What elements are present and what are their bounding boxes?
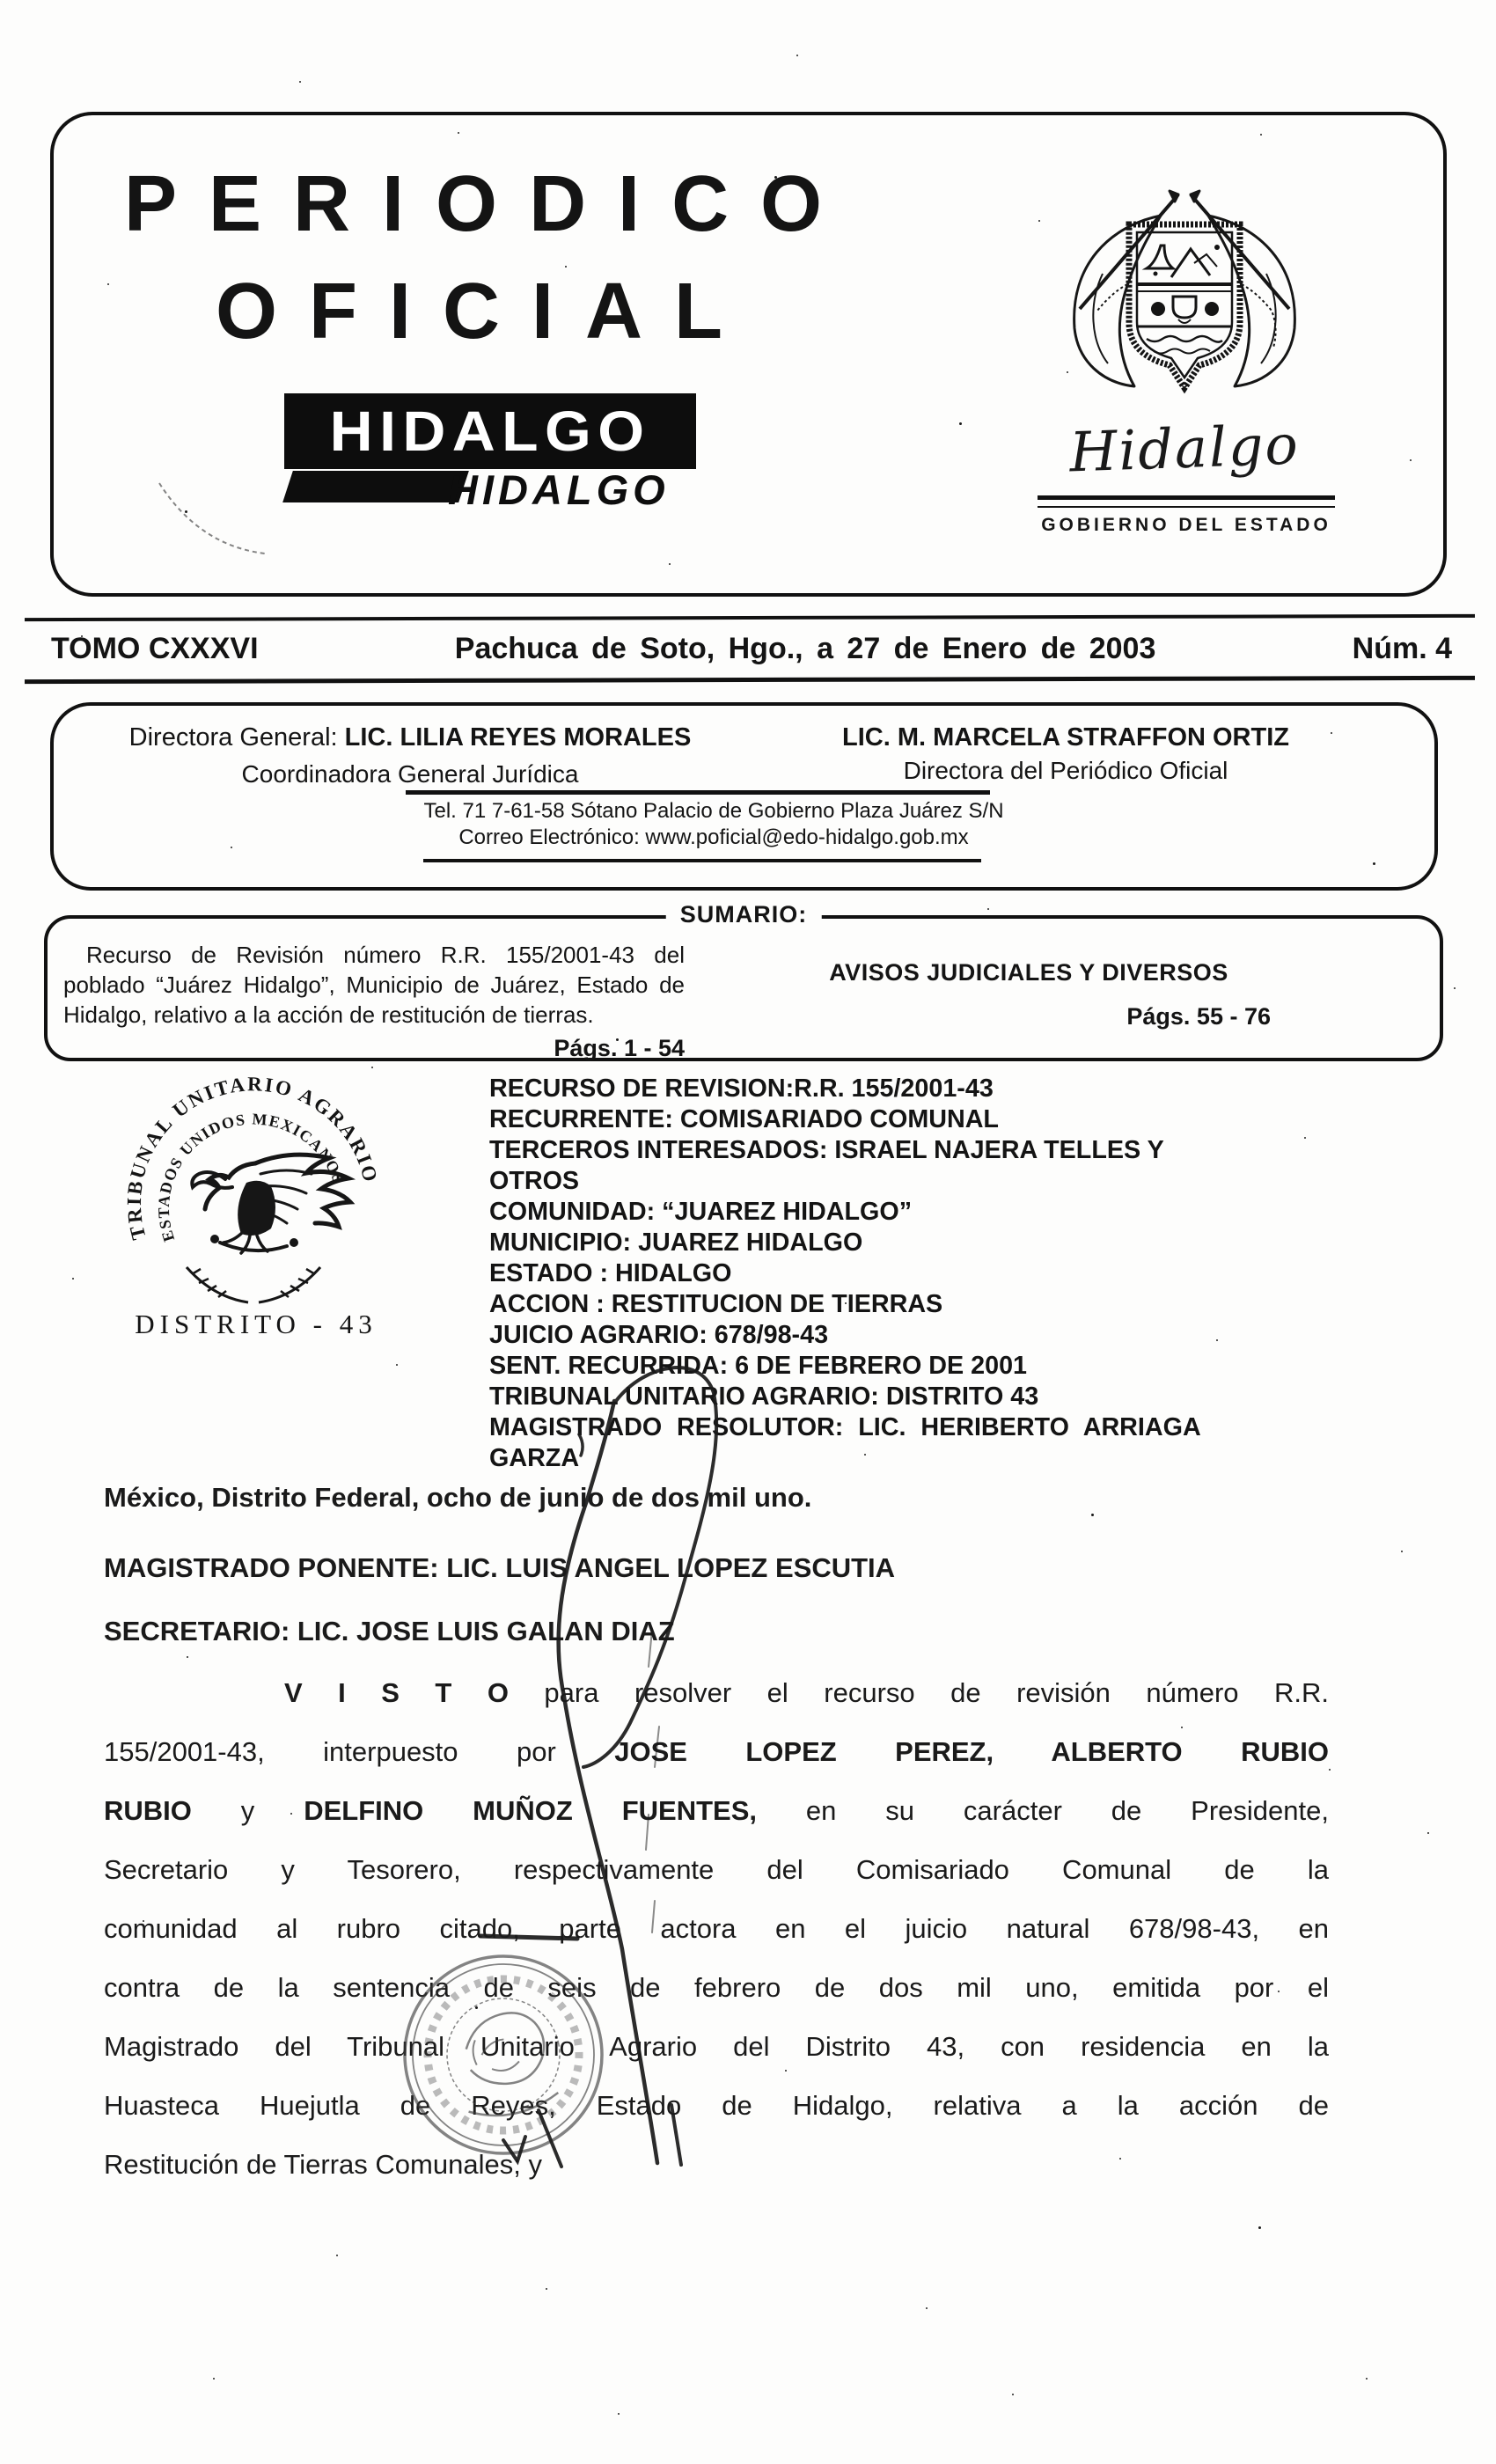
hidalgo-logo-text: HIDALGO [329,400,651,463]
body-line: V I S T O para resolver el recurso de revisión número R.R. [284,1677,1329,1708]
director-general-line [98,722,722,758]
directory-rule-top [406,790,990,795]
edition-rule-top [25,614,1475,621]
case-line: ESTADO : HIDALGO [489,1259,732,1287]
body-secretario-line: SECRETARIO: LIC. JOSE LUIS GALAN DIAZ [104,1616,675,1646]
body-ponente-line: MAGISTRADO PONENTE: LIC. LUIS ANGEL LOPEZ ESCUTIA [104,1552,896,1583]
crest-script-hidalgo: Hidalgo [1068,412,1301,485]
directory-email: Correo Electrónico: www.poficial@edo-hidalgo.gob.mx [458,825,969,849]
case-line: MUNICIPIO: JUAREZ HIDALGO [489,1228,863,1257]
case-line: RECURSO DE REVISION:R.R. 155/2001-43 [489,1074,994,1103]
ruling-body [104,1480,1329,2194]
case-line: OTROS [489,1167,580,1195]
summary-left-entry: Recurso de Revisión número R.R. 155/2001-43 del poblado “Juárez Hidalgo”, Municipio de Juárez, Estado de Hidalgo, relativo a la acción de restitución de tierras. [63,942,685,1028]
body-line: RUBIO y DELFINO MUÑOZ FUENTES, en su carácter de Presidente, [104,1795,1329,1826]
summary-box [44,901,1443,1061]
seal-laurel-icon [187,1267,320,1302]
summary-right-pages: Págs. 55 - 76 [1126,1003,1271,1030]
directory-phone-address: Tel. 71 7-61-58 Sótano Palacio de Gobierno Plaza Juárez S/N [423,799,1004,823]
edition-rule-bottom [25,676,1475,684]
body-line: Magistrado del Tribunal Unitario Agrario del Distrito 43, con residencia en la [104,2031,1329,2062]
edition-place-date: Pachuca de Soto, Hgo., a 27 de Enero de 2003 [454,631,1156,665]
crest-caption: GOBIERNO DEL ESTADO [1041,515,1331,535]
case-line: GARZA [489,1444,580,1472]
summary-right-entry: AVISOS JUDICIALES Y DIVERSOS [829,959,1228,986]
edition-number: Núm. 4 [1352,631,1452,665]
case-line: ACCION : RESTITUCION DE TIERRAS [489,1290,943,1318]
director-general-block [98,722,722,790]
directory-rule-bottom [423,859,981,862]
body-paragraph [104,1663,1329,2194]
seal-inner-text: ESTADOS UNIDOS MEXICANOS [154,1110,348,1244]
tribunal-seal-icon [121,1075,385,1339]
body-line: 155/2001-43, interpuesto por JOSE LOPEZ PEREZ, ALBERTO RUBIO [104,1736,1329,1767]
hidalgo-logo-italic-text: HIDALGO [448,466,670,513]
edition-bar [25,621,1475,676]
case-line: JUICIO AGRARIO: 678/98-43 [489,1321,829,1349]
director-general-name: LIC. LILIA REYES MORALES [344,723,692,752]
seal-outer-text: TRIBUNAL UNITARIO AGRARIO [122,1075,383,1243]
summary-left-pages: Págs. 1 - 54 [554,1035,685,1061]
edition-tomo: TOMO CXXXVI [51,631,259,665]
director-general-label: Directora General: [128,723,345,752]
body-line: Secretario y Tesorero, respectivamente del Comisariado Comunal de la [104,1854,1329,1885]
directory-box [50,702,1438,891]
masthead-box [50,112,1447,597]
body-line: Huasteca Huejutla de Reyes, Estado de Hidalgo, relativa a la acción de [104,2090,1329,2121]
gazette-director-role: Directora del Periódico Oficial [903,757,1228,784]
case-line: RECURRENTE: COMISARIADO COMUNAL [489,1105,999,1133]
case-header-block [489,1074,1299,1474]
director-general-role: Coordinadora General Jurídica [241,760,579,788]
body-line: comunidad al rubro citado, parte actora en el juicio natural 678/98-43, en [104,1913,1329,1944]
summary-label: SUMARIO: [666,901,822,928]
case-line: SENT. RECURRIDA: 6 DE FEBRERO DE 2001 [489,1352,1028,1380]
case-line: TRIBUNAL UNITARIO AGRARIO: DISTRITO 43 [489,1382,1039,1411]
scan-artifact-curl [54,115,1450,600]
case-line: COMUNIDAD: “JUAREZ HIDALGO” [489,1198,913,1226]
gazette-director-block [758,722,1374,787]
gazette-title-line1: PERIODICO [124,160,854,248]
case-line: MAGISTRADO RESOLUTOR: LIC. HERIBERTO ARRIAGA [489,1413,1201,1441]
gazette-title-line2: OFICIAL [216,268,754,356]
gazette-director-name: LIC. M. MARCELA STRAFFON ORTIZ [842,723,1289,752]
case-line: TERCEROS INTERESADOS: ISRAEL NAJERA TELLES Y [489,1136,1164,1164]
body-line: Restitución de Tierras Comunales; y [104,2149,542,2180]
body-date-line: México, Distrito Federal, ocho de junio de dos mil uno. [104,1482,812,1513]
seal-district-caption: DISTRITO - 43 [135,1309,378,1339]
body-line: contra de la sentencia de seis de febrero de dos mil uno, emitida por el [104,1972,1329,2003]
scan-speckles-large [0,0,3,3]
